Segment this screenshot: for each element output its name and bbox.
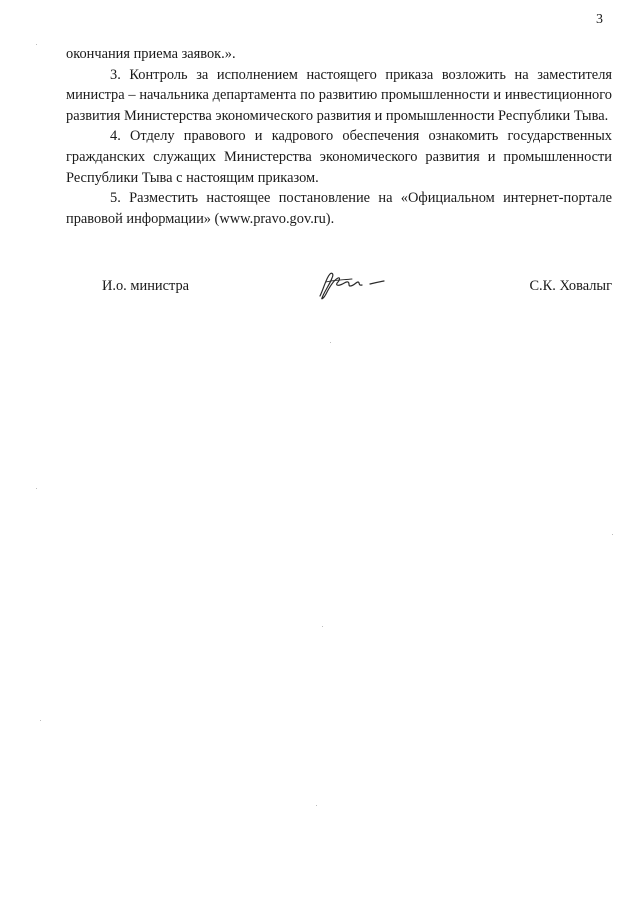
paragraph-3: 3. Контроль за исполнением настоящего приказа возложить на заместителя министра – начальника департамента по развитию промышленности и инвестиционного развития Министерства экономического развития и промышленности Республики Тыва. <box>66 66 612 124</box>
handwritten-signature <box>312 268 392 302</box>
page-number: 3 <box>596 12 603 27</box>
signatory-name: С.К. Ховалыг <box>529 278 612 294</box>
signature-block <box>0 274 640 304</box>
scan-speck <box>612 534 613 535</box>
scan-speck <box>40 720 41 721</box>
scan-speck <box>322 626 323 627</box>
paragraph-continuation: окончания приема заявок.». <box>66 46 236 62</box>
paragraph-4: 4. Отделу правового и кадрового обеспечения ознакомить государственных гражданских служащих Министерства экономического развития и промышленности Республики Тыва с настоящим приказом. <box>66 128 612 186</box>
scan-speck <box>316 805 317 806</box>
scan-speck <box>330 342 331 343</box>
scan-speck <box>36 44 37 45</box>
scan-speck <box>36 488 37 489</box>
signatory-role: И.о. министра <box>102 278 190 294</box>
paragraph-5: 5. Разместить настоящее постановление на «Официальном интернет-портале правовой информации» (www.pravo.gov.ru). <box>66 190 612 227</box>
document-body <box>66 44 612 229</box>
